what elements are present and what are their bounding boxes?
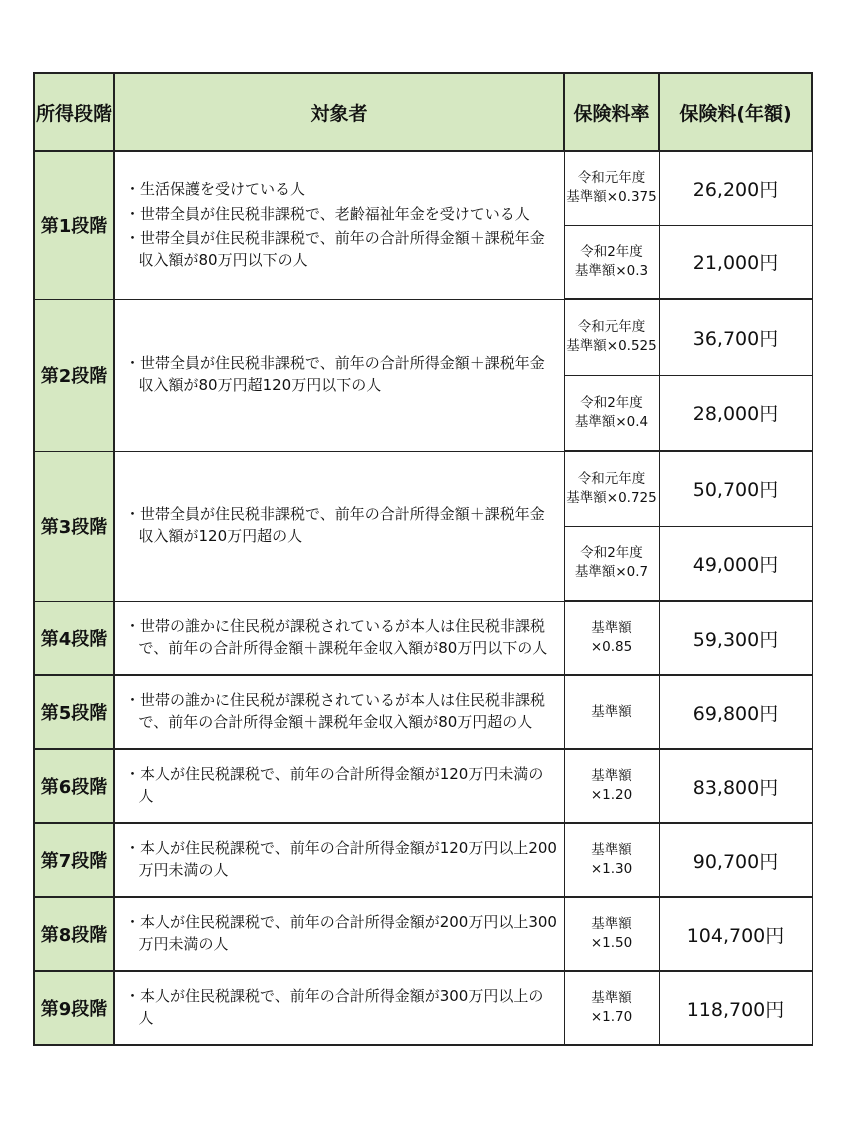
target-item: ・世帯全員が住民税非課税で、前年の合計所得金額＋課税年金収入額が120万円超の人	[125, 505, 545, 545]
target-cell	[114, 451, 564, 601]
rate-line2: 基準額×0.3	[574, 262, 649, 279]
target-cell	[114, 675, 564, 749]
rate-line1: 基準額	[591, 990, 632, 1007]
table-row	[34, 897, 812, 971]
fee-cell: 21,000円	[659, 225, 812, 299]
rate-line2: 基準額×0.725	[566, 489, 657, 506]
rate-cell	[564, 451, 659, 526]
target-item: ・世帯の誰かに住民税が課税されているが本人は住民税非課税で、前年の合計所得金額＋課税年金収入額が80万円超の人	[125, 691, 546, 731]
rate-cell	[564, 971, 659, 1045]
table-row	[34, 971, 812, 1045]
header-fee: 保険料(年額)	[659, 73, 812, 151]
fee-cell: 69,800円	[659, 675, 812, 749]
rate-line2: 基準額×0.525	[566, 338, 657, 355]
fee-cell: 83,800円	[659, 749, 812, 823]
rate-line1: 令和2年度	[580, 545, 643, 562]
rate-line2: 基準額×0.7	[574, 564, 649, 581]
target-cell	[114, 749, 564, 823]
target-cell	[114, 299, 564, 451]
stage-label: 第5段階	[34, 675, 114, 749]
fee-cell: 28,000円	[659, 375, 812, 451]
target-item: ・世帯全員が住民税非課税で、老齢福祉年金を受けている人	[125, 204, 530, 223]
rate-line1: 基準額	[591, 703, 632, 720]
insurance-fee-table	[33, 72, 813, 1046]
rate-line2: ×1.20	[590, 787, 633, 803]
stage-label: 第6段階	[34, 749, 114, 823]
stage-label: 第9段階	[34, 971, 114, 1045]
target-item: ・本人が住民税課税で、前年の合計所得金額が300万円以上の人	[125, 987, 544, 1027]
table-row	[34, 151, 812, 225]
stage-label: 第2段階	[34, 299, 114, 451]
rate-cell	[564, 897, 659, 971]
stage-label: 第3段階	[34, 451, 114, 601]
stage-label: 第1段階	[34, 151, 114, 299]
rate-cell	[564, 526, 659, 601]
rate-cell	[564, 749, 659, 823]
header-stage: 所得段階	[34, 73, 114, 151]
header-rate: 保険料率	[564, 73, 659, 151]
table-row	[34, 451, 812, 526]
rate-cell	[564, 375, 659, 451]
rate-line1: 基準額	[591, 768, 632, 785]
stage-label: 第4段階	[34, 601, 114, 675]
fee-cell: 90,700円	[659, 823, 812, 897]
target-cell	[114, 823, 564, 897]
rate-line1: 基準額	[591, 916, 632, 933]
fee-cell: 36,700円	[659, 299, 812, 375]
rate-line1: 令和元年度	[577, 470, 646, 487]
rate-line1: 令和元年度	[577, 170, 646, 187]
target-cell	[114, 971, 564, 1045]
rate-cell	[564, 299, 659, 375]
table-row	[34, 823, 812, 897]
target-item: ・世帯の誰かに住民税が課税されているが本人は住民税非課税で、前年の合計所得金額＋課税年金収入額が80万円以下の人	[125, 617, 548, 657]
header-target: 対象者	[114, 73, 564, 151]
rate-line2: ×1.30	[590, 861, 633, 877]
target-cell	[114, 151, 564, 299]
stage-label: 第8段階	[34, 897, 114, 971]
table-row	[34, 601, 812, 675]
fee-cell: 49,000円	[659, 526, 812, 601]
fee-cell: 104,700円	[659, 897, 812, 971]
fee-cell: 26,200円	[659, 151, 812, 225]
table-row	[34, 675, 812, 749]
rate-cell	[564, 823, 659, 897]
rate-cell	[564, 675, 659, 749]
rate-line2: 基準額×0.4	[574, 413, 649, 430]
rate-cell	[564, 225, 659, 299]
rate-cell	[564, 601, 659, 675]
table-row	[34, 749, 812, 823]
fee-cell: 118,700円	[659, 971, 812, 1045]
target-item: ・生活保護を受けている人	[125, 179, 306, 198]
rate-line2: ×1.70	[590, 1009, 633, 1025]
table-row	[34, 299, 812, 375]
target-item: ・本人が住民税課税で、前年の合計所得金額が120万円未満の人	[125, 765, 544, 805]
rate-line1: 基準額	[591, 842, 632, 859]
target-item: ・本人が住民税課税で、前年の合計所得金額が120万円以上200万円未満の人	[125, 839, 557, 879]
header-row	[34, 73, 812, 151]
rate-line1: 令和元年度	[577, 319, 646, 336]
stage-label: 第7段階	[34, 823, 114, 897]
rate-line2: 基準額×0.375	[566, 189, 657, 206]
target-cell	[114, 897, 564, 971]
table-body	[34, 151, 812, 1045]
fee-cell: 50,700円	[659, 451, 812, 526]
rate-line2: ×1.50	[590, 935, 633, 951]
rate-line1: 令和2年度	[580, 243, 643, 260]
target-item: ・本人が住民税課税で、前年の合計所得金額が200万円以上300万円未満の人	[125, 913, 557, 953]
target-item: ・世帯全員が住民税非課税で、前年の合計所得金額＋課税年金収入額が80万円以下の人	[125, 229, 545, 269]
target-cell	[114, 601, 564, 675]
target-item: ・世帯全員が住民税非課税で、前年の合計所得金額＋課税年金収入額が80万円超120万円以下の人	[125, 354, 545, 394]
fee-cell: 59,300円	[659, 601, 812, 675]
rate-line1: 令和2年度	[580, 394, 643, 411]
rate-cell	[564, 151, 659, 225]
rate-line1: 基準額	[591, 620, 632, 637]
rate-line2: ×0.85	[590, 639, 633, 655]
